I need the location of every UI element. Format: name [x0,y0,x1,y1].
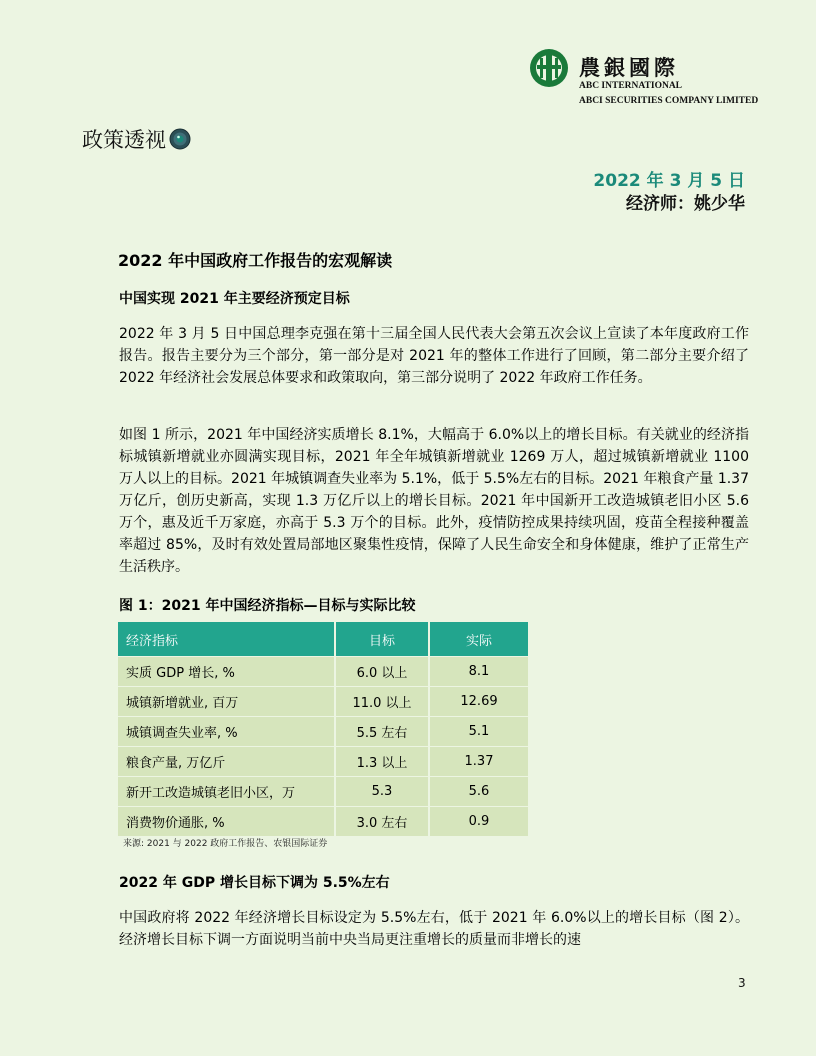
report-title: 2022 年中国政府工作报告的宏观解读 [118,251,393,270]
table-cell-actual: 12.69 [429,687,528,717]
table-cell-indicator: 消费物价通胀, % [118,807,335,837]
table-cell-actual: 8.1 [429,657,528,687]
column-header-indicator: 经济指标 [118,622,335,657]
table-cell-actual: 5.6 [429,777,528,807]
subheading-2022-gdp-target: 2022 年 GDP 增长目标下调为 5.5%左右 [119,875,390,891]
section-label-text: 政策透视 [82,128,166,152]
logo-english-line2: ABCI SECURITIES COMPANY LIMITED [579,96,759,106]
table-cell-actual: 0.9 [429,807,528,837]
subheading-2021-targets: 中国实现 2021 年主要经济预定目标 [119,291,350,307]
table-header-row [118,622,528,657]
abc-logo-icon [529,48,569,88]
table-source-note: 来源: 2021 与 2022 政府工作报告、农银国际证券 [123,839,328,849]
paragraph-intro: 2022 年 3 月 5 日中国总理李克强在第十三届全国人民代表大会第五次会议上宣读了本年度政府工作报告。报告主要分为三个部分，第一部分是对 2021 年的整体工作进行了回顾，第二部分主要介绍了 2022 年经济社会发展总体要求和政策取向，第三部分说明了 2022 年政府工作任务。 [119,326,749,386]
table-row [118,717,528,747]
logo-english-line1: ABC INTERNATIONAL [579,81,683,91]
column-header-target: 目标 [335,622,429,657]
economic-indicators-table [118,622,528,836]
table-cell-indicator: 城镇调查失业率, % [118,717,335,747]
figure-caption: 图 1：2021 年中国经济指标—目标与实际比较 [119,598,416,614]
table-row [118,687,528,717]
table-row [118,807,528,837]
table-cell-target: 11.0 以上 [335,687,429,717]
table-cell-indicator: 粮食产量, 万亿斤 [118,747,335,777]
table-cell-actual: 1.37 [429,747,528,777]
company-logo [529,48,789,108]
table-cell-target: 1.3 以上 [335,747,429,777]
table-cell-actual: 5.1 [429,717,528,747]
logo-chinese-name: 農銀國際 [579,55,679,80]
table-row [118,657,528,687]
paragraph-results: 如图 1 所示，2021 年中国经济实质增长 8.1%，大幅高于 6.0%以上的增长目标。有关就业的经济指标城镇新增就业亦圆满实现目标，2021 年全年城镇新增就业 1269 万人，超过城镇新增就业 1100 万人以上的目标。2021 年城镇调查失业率为 5.1%，低于 5.5%左右的目标。2021 年粮食产量 1.37 万亿斤，创历史新高，实现 1.3 万亿斤以上的增长目标。2021 年中国新开工改造城镇老旧小区 5.6 万个，惠及近千万家庭，亦高于 5.3 万个的目标。此外，疫情防控成果持续巩固，疫苗全程接种覆盖率超过 85%，及时有效处置局部地区聚集性疫情，保障了人民生命安全和身体健康，维护了正常生产生活秩序。 [119,427,749,575]
table-cell-target: 6.0 以上 [335,657,429,687]
column-header-actual: 实际 [429,622,528,657]
section-label [82,124,191,154]
table-row [118,777,528,807]
table-cell-target: 5.3 [335,777,429,807]
table-cell-target: 5.5 左右 [335,717,429,747]
table-cell-indicator: 城镇新增就业, 百万 [118,687,335,717]
report-date: 2022 年 3 月 5 日 [593,171,745,191]
target-icon [169,128,191,150]
page-number: 3 [738,976,746,990]
table-row [118,747,528,777]
table-cell-indicator: 实质 GDP 增长, % [118,657,335,687]
table-cell-target: 3.0 左右 [335,807,429,837]
table-cell-indicator: 新开工改造城镇老旧小区，万 [118,777,335,807]
report-author: 经济师：姚少华 [626,194,745,214]
paragraph-gdp-target: 中国政府将 2022 年经济增长目标设定为 5.5%左右，低于 2021 年 6.0%以上的增长目标（图 2）。经济增长目标下调一方面说明当前中央当局更注重增长的质量而非增长的速 [119,910,749,948]
